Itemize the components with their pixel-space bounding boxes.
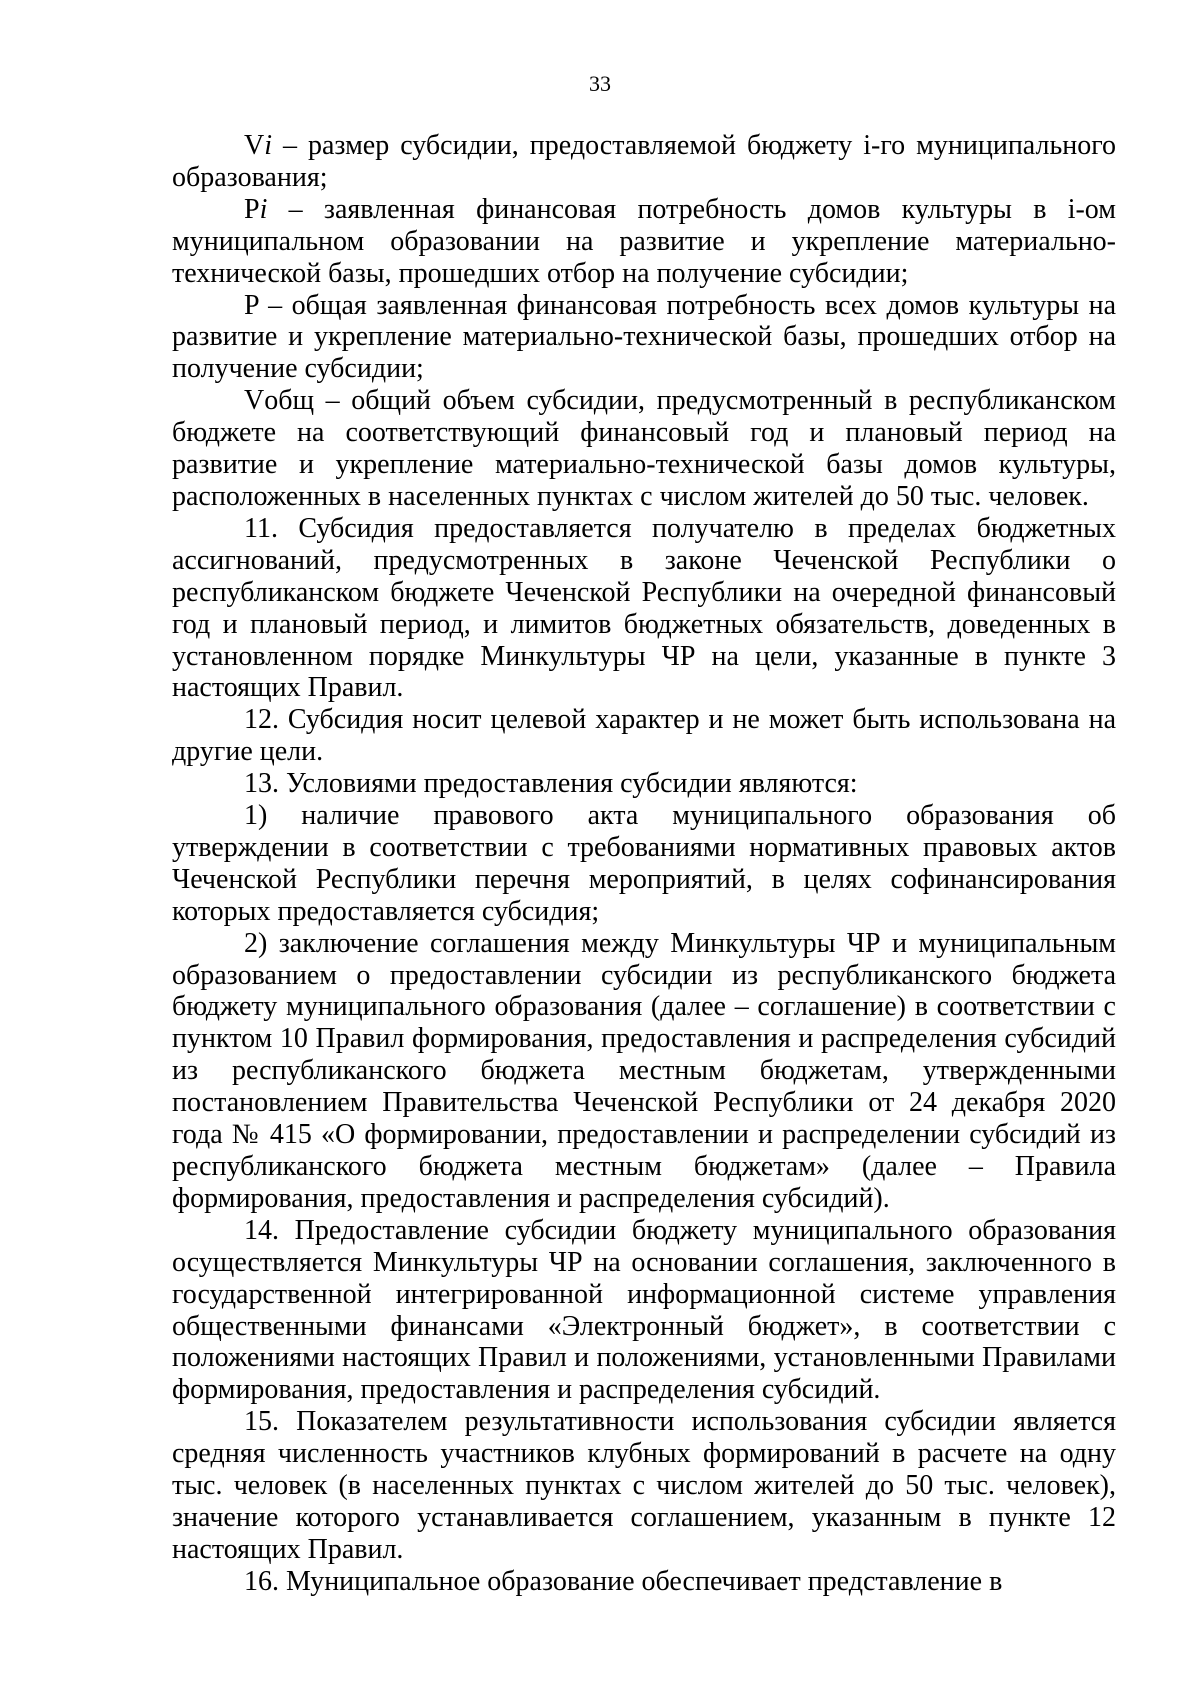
paragraph-text: Vобщ – общий объем субсидии, предусмотренный в республиканском бюджете на соответствующий финансовый год и плановый период на развитие и укрепление материально-технической базы домов культуры, расположенных в населенных пунктах с числом жителей до 50 тыс. человек. [172, 385, 1116, 512]
paragraph [172, 290, 1116, 386]
paragraph-text: 12. Субсидия носит целевой характер и не может быть использована на другие цели. [172, 704, 1116, 768]
paragraph-text: 1) наличие правового акта муниципального образования об утверждении в соответствии с требованиями нормативных правовых актов Чеченской Республики перечня мероприятий, в целях софинансирования которых предоставляется субсидия; [172, 800, 1116, 927]
paragraph-text: – размер субсидии, предоставляемой бюджету i-го муниципального образования; [172, 130, 1116, 193]
paragraph [172, 385, 1116, 513]
variable-index: i [264, 130, 273, 161]
paragraph-text: 11. Субсидия предоставляется получателю в пределах бюджетных ассигнований, предусмотренных в законе Чеченской Республики о республиканском бюджете Чеченской Республики на очередной финансовый год и плановый период, и лимитов бюджетных обязательств, доведенных в установленном порядке Минкультуры ЧР на цели, указанные в пункте 3 настоящих Правил. [172, 512, 1116, 704]
paragraph [172, 1406, 1116, 1566]
paragraph-text: 14. Предоставление субсидии бюджету муниципального образования осуществляется Минкультуры ЧР на основании соглашения, заключенного в государственной интегрированной информационной системе управления общественными финансами «Электронный бюджет», в соответствии с положениями настоящих Правил и положениями, установленными Правилами формирования, предоставления и распределения субсидий. [172, 1214, 1116, 1406]
paragraph [172, 1215, 1116, 1406]
paragraph-text: 2) заключение соглашения между Минкультуры ЧР и муниципальным образованием о предоставлении субсидии из республиканского бюджета бюджету муниципального образования (далее – соглашение) в соответствии с пунктом 10 Правил формирования, предоставления и распределения субсидий из республиканского бюджета местным бюджетам, утвержденными постановлением Правительства Чеченской Республики от 24 декабря 2020 года № 415 «О формировании, предоставлении и распределении субсидий из республиканского бюджета местным бюджетам» (далее – Правила формирования, предоставления и распределения субсидий). [172, 927, 1116, 1214]
paragraph [172, 130, 1116, 194]
paragraph [172, 194, 1116, 290]
variable-index: i [259, 193, 268, 225]
paragraph [172, 800, 1116, 928]
paragraph-text: P – общая заявленная финансовая потребность всех домов культуры на развитие и укрепление материально-технической базы, прошедших отбор на получение субсидии; [172, 289, 1116, 385]
paragraph [172, 704, 1116, 768]
paragraph [172, 768, 1116, 800]
document-body [172, 130, 1116, 1598]
variable-symbol: P [244, 193, 260, 225]
paragraph [172, 513, 1116, 704]
page-number: 33 [589, 71, 611, 96]
paragraph [172, 928, 1116, 1215]
paragraph [172, 1566, 1116, 1598]
paragraph-text: – заявленная финансовая потребность домов культуры в i-ом муниципальном образовании на развитие и укрепление материально-технической базы, прошедших отбор на получение субсидии; [172, 193, 1116, 289]
paragraph-text: 13. Условиями предоставления субсидии являются: [244, 768, 858, 800]
paragraph-text: 15. Показателем результативности использования субсидии является средняя численность участников клубных формирований в расчете на одну тыс. человек (в населенных пунктах с числом жителей до 50 тыс. человек), значение которого устанавливается соглашением, указанным в пункте 12 настоящих Правил. [172, 1406, 1116, 1565]
variable-symbol: V [244, 130, 265, 161]
paragraph-text: 16. Муниципальное образование обеспечивает представление в [244, 1565, 1003, 1597]
